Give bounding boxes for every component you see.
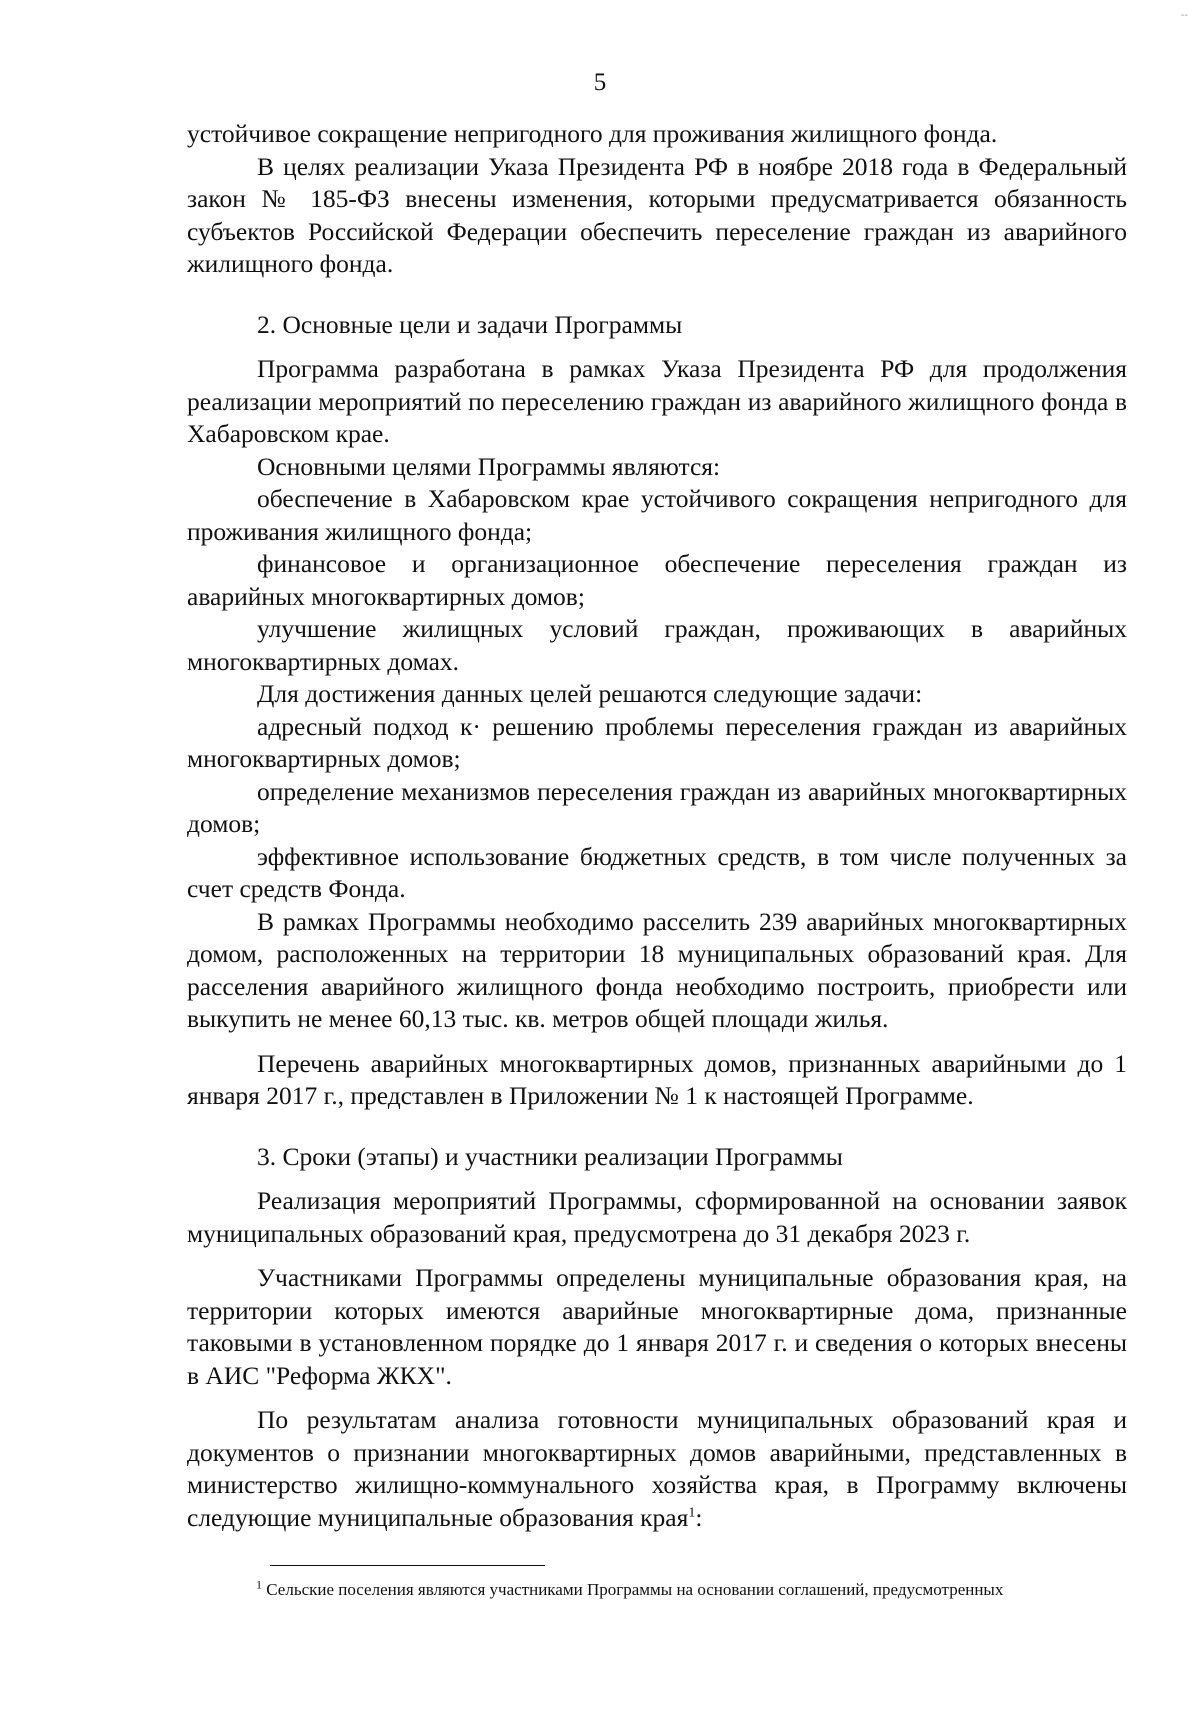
footnote	[256, 1579, 1131, 1601]
section-heading: 2. Основные цели и задачи Программы	[257, 309, 683, 339]
document-body	[187, 118, 1127, 1534]
paragraph: Для достижения данных целей решаются следующие задачи:	[257, 679, 923, 708]
footnote-reference[interactable]: 1	[688, 1505, 696, 1520]
page-number: 5	[593, 69, 607, 96]
footnote-text: Сельские поселения являются участниками Программы на основании соглашений, предусмотренных	[266, 1580, 1004, 1599]
list-item: адресный подход к· решению проблемы переселения граждан из аварийных многоквартирных домов;	[187, 711, 1127, 773]
list-item: обеспечение в Хабаровском крае устойчивого сокращения непригодного для проживания жилищного фонда;	[187, 484, 1127, 546]
paragraph: Реализация мероприятий Программы, сформированной на основании заявок муниципальных образований края, предусмотрена до 31 декабря 2023 г.	[187, 1186, 1127, 1248]
paragraph-end: :	[695, 1502, 703, 1532]
footnote-marker: 1	[256, 1579, 262, 1592]
footnote-separator	[270, 1565, 545, 1566]
paragraph: Программа разработана в рамках Указа Президента РФ для продолжения реализации мероприятий по переселению граждан из аварийного жилищного фонда в Хабаровском крае.	[187, 354, 1127, 448]
list-item: определение механизмов переселения граждан из аварийных многоквартирных домов;	[187, 776, 1127, 838]
paragraph: Участниками Программы определены муниципальные образования края, на территории которых имеются аварийные многоквартирные дома, признанные таковыми в установленном порядке до 1 января 2017 г. и сведения о которых внесены в АИС "Реформа ЖКХ".	[187, 1263, 1127, 1390]
paragraph: В рамках Программы необходимо расселить 239 аварийных многоквартирных домом, расположенных на территории 18 муниципальных образований края. Для расселения аварийного жилищного фонда необходимо построить, приобрести или выкупить не менее 60,13 тыс. кв. метров общей площади жилья.	[187, 906, 1127, 1033]
list-item: улучшение жилищных условий граждан, проживающих в аварийных многоквартирных домах.	[187, 614, 1127, 676]
paragraph: Перечень аварийных многоквартирных домов, признанных аварийными до 1 января 2017 г., представлен в Приложении № 1 к настоящей Программе.	[187, 1048, 1127, 1110]
scan-mark: --	[1180, 10, 1188, 21]
paragraph	[187, 1404, 1127, 1534]
paragraph: В целях реализации Указа Президента РФ в ноябре 2018 года в Федеральный закон № 185-ФЗ внесены изменения, которыми предусматривается обязанность субъектов Российской Федерации обеспечить переселение граждан из аварийного жилищного фонда.	[187, 151, 1127, 278]
paragraph: Основными целями Программы являются:	[257, 451, 721, 481]
section-heading: 3. Сроки (этапы) и участники реализации Программы	[257, 1141, 843, 1171]
list-item: эффективное использование бюджетных средств, в том числе полученных за счет средств Фонда.	[187, 841, 1127, 903]
list-item: финансовое и организационное обеспечение переселения граждан из аварийных многоквартирных домов;	[187, 549, 1127, 611]
paragraph-text: По результатам анализа готовности муниципальных образований края и документов о признании многоквартирных домов аварийными, представленных в министерство жилищно-коммунального хозяйства края, в Программу включены следующие муниципальные образования края	[187, 1405, 1127, 1532]
paragraph: устойчивое сокращение непригодного для проживания жилищного фонда.	[187, 119, 998, 148]
